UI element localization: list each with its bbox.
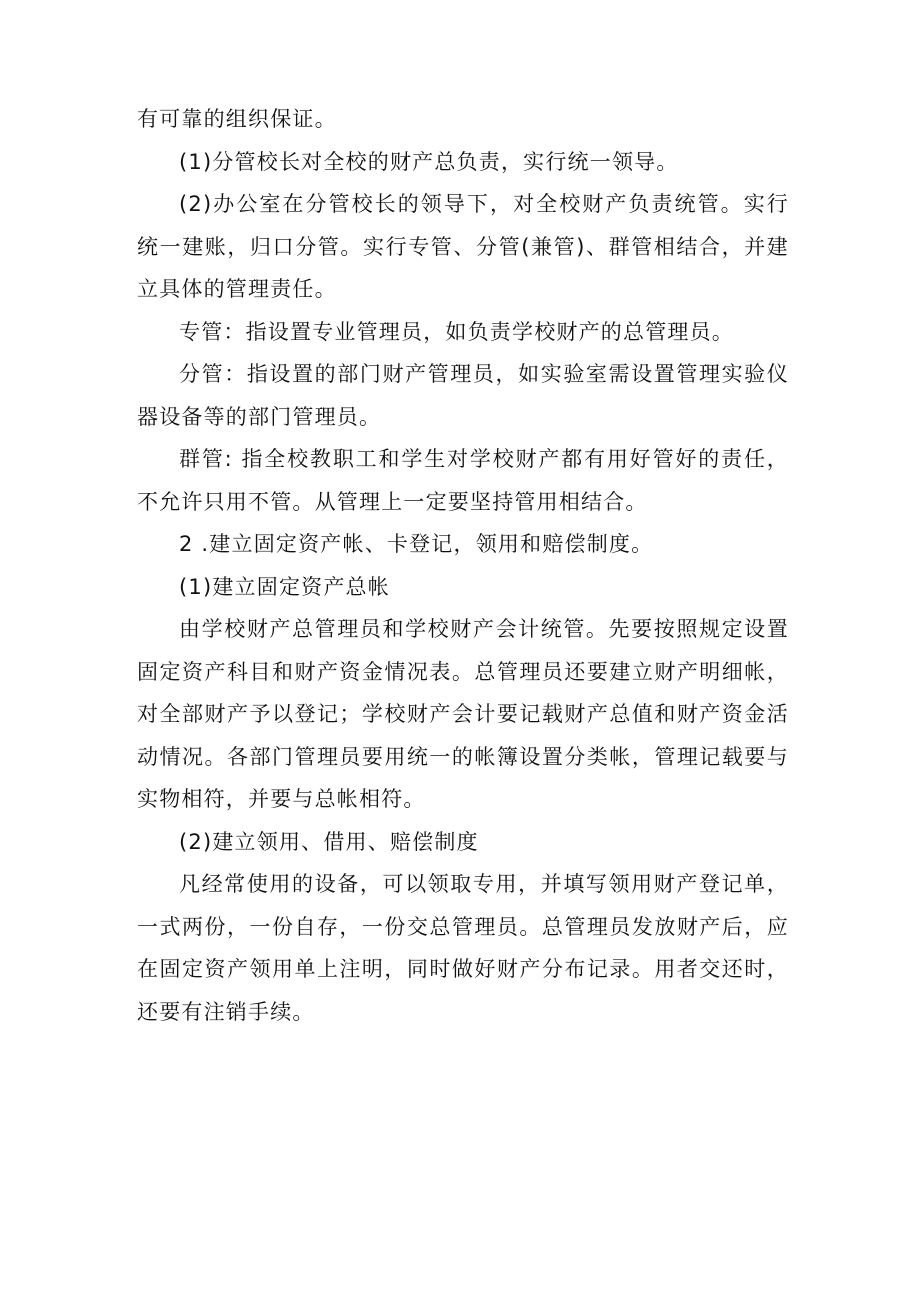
subheading-general-ledger: (1)建立固定资产总帐: [179, 574, 390, 599]
subheading-borrowing-system: (2)建立领用、借用、赔偿制度: [179, 829, 479, 854]
paragraph-continuation: 有可靠的组织保证。: [137, 107, 337, 131]
document-body: [137, 98, 789, 1033]
paragraph-borrowing-system: 凡经常使用的设备，可以领取专用，并填写领用财产登记单，一式两份，一份自存，一份交总管理员。总管理员发放财产后，应在固定资产领用单上注明，同时做好财产分布记录。用者交还时，还要有注销手续。: [137, 872, 789, 1024]
paragraph-general-ledger: 由学校财产总管理员和学校财产会计统管。先要按照规定设置固定资产科目和财产资金情况表。总管理员还要建立财产明细帐，对全部财产予以登记；学校财产会计要记载财产总值和财产资金活动情况。各部门管理员要用统一的帐簿设置分类帐，管理记载要与实物相符，并要与总帐相符。: [137, 617, 789, 811]
paragraph-qunguan: 群管: 指全校教职工和学生对学校财产都有用好管好的责任，不允许只用不管。从管理上一定要坚持管用相结合。: [137, 447, 789, 514]
paragraph-item-1: (1)分管校长对全校的财产总负责，实行统一领导。: [179, 149, 679, 174]
section-heading-2: 2 .建立固定资产帐、卡登记，领用和赔偿制度。: [179, 532, 654, 556]
paragraph-fenguan: 分管：指设置的部门财产管理员，如实验室需设置管理实验仪器设备等的部门管理员。: [137, 362, 789, 429]
paragraph-zhuanguan: 专管：指设置专业管理员，如负责学校财产的总管理员。: [179, 319, 734, 344]
paragraph-item-2: (2)办公室在分管校长的领导下，对全校财产负责统管。实行统一建账，归口分管。实行专管、分管(兼管)、群管相结合，并建立具体的管理责任。: [137, 192, 789, 301]
